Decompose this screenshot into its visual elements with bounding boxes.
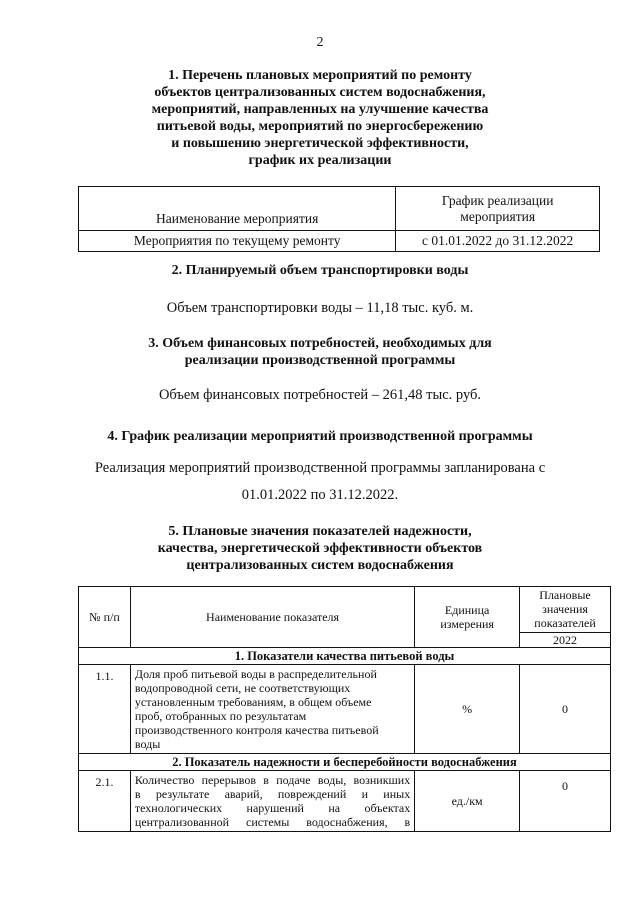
indicator-name-line: водопроводной сети, не соответствующих (134, 681, 351, 695)
indicator-row (79, 665, 611, 754)
section5-title-line: 5. Плановые значения показателей надежности, (168, 524, 472, 539)
group-title-reliability: 2. Показатель надежности и бесперебойности водоснабжения (79, 754, 611, 771)
indicator-unit: ед./км (415, 771, 520, 832)
section3-title-line: реализации производственной программы (184, 353, 456, 368)
indicator-value: 0 (520, 665, 611, 754)
indicator-name (130, 771, 414, 832)
indicator-number: 2.1. (79, 771, 131, 832)
col-plan-header (520, 587, 611, 633)
indicator-name (130, 665, 414, 754)
plan-header-line: значения (542, 602, 588, 617)
section5-title (0, 523, 640, 574)
indicator-row (79, 771, 611, 832)
indicator-name-line: централизованной системы водоснабжения, в (134, 815, 411, 829)
section3-text: Объем финансовых потребностей – 261,48 тыс. руб. (158, 387, 482, 403)
col-year-header: 2022 (520, 632, 611, 647)
measures-col-schedule-header (396, 187, 600, 231)
indicator-unit: % (415, 665, 520, 754)
page-number: 2 (316, 35, 324, 50)
section1-title-line: 1. Перечень плановых мероприятий по ремонту (168, 68, 472, 83)
indicators-table (78, 586, 611, 832)
section5-title-line: качества, энергетической эффективности объектов (157, 541, 483, 556)
indicator-name-line: технологических нарушений на объектах (134, 801, 411, 815)
col-indicator-name-header: Наименование показателя (130, 587, 414, 648)
section1-title-line: и повышению энергетической эффективности, (171, 136, 469, 151)
group-title-quality: 1. Показатели качества питьевой воды (79, 648, 611, 665)
indicator-value: 0 (520, 771, 611, 832)
section1-title (0, 67, 640, 169)
section1-title-line: график их реализации (248, 153, 392, 168)
indicator-name-line: воды (134, 737, 161, 751)
measures-table-header (79, 187, 600, 231)
section3-title-line: 3. Объем финансовых потребностей, необходимых для (148, 336, 492, 351)
section1-title-line: объектов централизованных систем водоснабжения, (154, 85, 486, 100)
section3-title (0, 335, 640, 369)
measures-table-row (79, 231, 600, 252)
col-unit-header (415, 587, 520, 648)
section1-title-line: мероприятий, направленных на улучшение качества (151, 102, 489, 117)
section2-text: Объем транспортировки воды – 11,18 тыс. куб. м. (166, 300, 474, 316)
indicator-name-line: установленным требованиям, в общем объеме (134, 695, 372, 709)
measure-schedule-cell: с 01.01.2022 до 31.12.2022 (396, 231, 600, 252)
unit-header-line: Единица (444, 603, 490, 617)
section4-title: 4. График реализации мероприятий производственной программы (107, 429, 533, 444)
col-number-header: № п/п (79, 587, 131, 648)
measures-table (78, 186, 600, 252)
section4-text-line1: Реализация мероприятий производственной программы запланирована с (94, 460, 546, 476)
section1-title-line: питьевой воды, мероприятий по энергосбережению (156, 119, 484, 134)
indicator-number: 1.1. (79, 665, 131, 754)
schedule-header-line: мероприятия (460, 208, 536, 224)
measure-name-cell: Мероприятия по текущему ремонту (79, 231, 396, 252)
indicator-name-line: Доля проб питьевой воды в распределительной (134, 667, 377, 681)
section4-text-line2: 01.01.2022 по 31.12.2022. (241, 487, 399, 503)
indicators-header-row (79, 587, 611, 633)
indicator-name-line: производственного контроля качества питьевой (134, 723, 379, 737)
indicator-name-line: в результате аварий, повреждений и иных (134, 787, 411, 801)
indicator-name-line: Количество перерывов в подаче воды, возникших (134, 773, 411, 787)
section5-title-line: централизованных систем водоснабжения (186, 558, 454, 573)
schedule-header-line: График реализации (441, 192, 554, 208)
plan-header-line: показателей (534, 616, 596, 631)
indicator-name-line: проб, отобранных по результатам (134, 709, 307, 723)
measures-col-name-header: Наименование мероприятия (79, 187, 396, 231)
section2-title: 2. Планируемый объем транспортировки воды (171, 263, 469, 278)
unit-header-line: измерения (440, 617, 494, 631)
group-row (79, 648, 611, 665)
plan-header-line: Плановые (539, 588, 591, 603)
group-row (79, 754, 611, 771)
